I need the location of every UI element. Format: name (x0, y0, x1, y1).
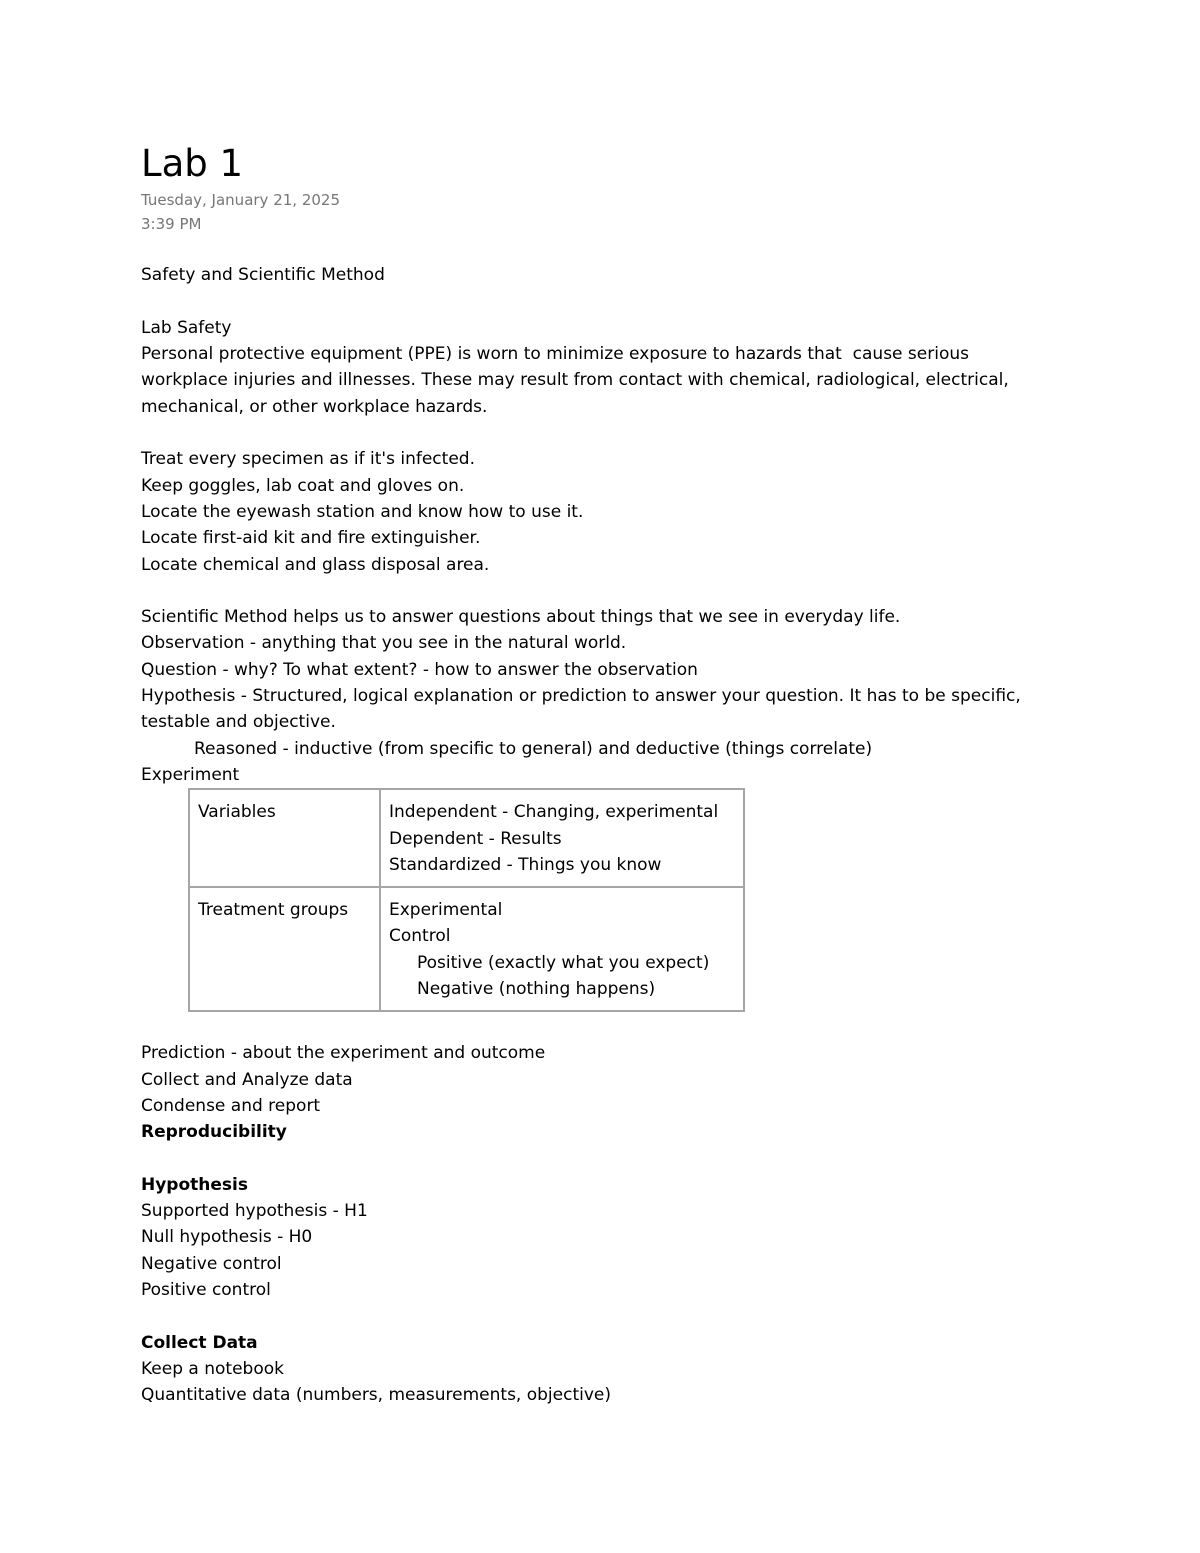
experiment-line: Experiment (141, 764, 240, 785)
cell-line: Experimental (389, 900, 503, 921)
hypothesis-item: Supported hypothesis - H1 (141, 1201, 368, 1222)
table-cell-content (380, 887, 744, 1011)
spacer (141, 420, 1081, 446)
question-line: Question - why? To what extent? - how to answer the observation (141, 659, 698, 680)
note-page (141, 140, 1081, 1408)
table-row (189, 789, 744, 887)
safety-rule: Treat every specimen as if it's infected. (141, 449, 475, 470)
page-title: Lab 1 (141, 142, 244, 185)
table-row (189, 887, 744, 1011)
after-table-line: Collect and Analyze data (141, 1069, 353, 1090)
hypothesis-item: Null hypothesis - H0 (141, 1227, 313, 1248)
reproducibility-heading: Reproducibility (141, 1122, 287, 1143)
spacer (141, 578, 1081, 604)
page-time: 3:39 PM (141, 215, 202, 233)
table-cell-label (189, 789, 380, 887)
observation-line: Observation - anything that you see in the natural world. (141, 633, 627, 654)
ppe-paragraph-line: workplace injuries and illnesses. These may result from contact with chemical, radiological, electrical, (141, 370, 1009, 391)
cell-label-text: Treatment groups (198, 900, 349, 921)
hypothesis-item: Negative control (141, 1253, 282, 1274)
hypothesis-item: Positive control (141, 1279, 271, 1300)
lab-safety-heading: Lab Safety (141, 317, 232, 338)
experiment-table (188, 788, 745, 1012)
hypothesis-heading: Hypothesis (141, 1174, 248, 1195)
safety-rule: Locate chemical and glass disposal area. (141, 554, 490, 575)
hypothesis-line: testable and objective. (141, 712, 336, 733)
spacer (141, 1146, 1081, 1172)
safety-rule: Locate the eyewash station and know how to use it. (141, 501, 584, 522)
table-cell-label (189, 887, 380, 1011)
after-table-line: Condense and report (141, 1095, 321, 1116)
collect-data-item: Keep a notebook (141, 1358, 284, 1379)
table-cell-content (380, 789, 744, 887)
cell-line: Standardized - Things you know (389, 854, 662, 875)
spacer (141, 1012, 1081, 1040)
after-table-line: Prediction - about the experiment and outcome (141, 1043, 546, 1064)
collect-data-heading: Collect Data (141, 1332, 258, 1353)
reasoned-line: Reasoned - inductive (from specific to general) and deductive (things correlate) (194, 738, 873, 759)
cell-sub-line: Positive (exactly what you expect) (417, 952, 710, 973)
subject-line: Safety and Scientific Method (141, 265, 385, 286)
cell-line: Independent - Changing, experimental (389, 802, 719, 823)
ppe-paragraph-line: Personal protective equipment (PPE) is worn to minimize exposure to hazards that cause serious (141, 344, 969, 365)
cell-sub-line: Negative (nothing happens) (417, 979, 656, 1000)
hypothesis-line: Hypothesis - Structured, logical explanation or prediction to answer your question. It has to be specific, (141, 686, 1021, 707)
scientific-method-intro: Scientific Method helps us to answer questions about things that we see in everyday life. (141, 607, 901, 628)
collect-data-item: Quantitative data (numbers, measurements, objective) (141, 1385, 611, 1406)
safety-rule: Keep goggles, lab coat and gloves on. (141, 475, 465, 496)
spacer (141, 1303, 1081, 1329)
spacer (141, 289, 1081, 315)
ppe-paragraph-line: mechanical, or other workplace hazards. (141, 396, 488, 417)
page-date: Tuesday, January 21, 2025 (141, 191, 340, 209)
cell-label-text: Variables (198, 802, 276, 823)
safety-rule: Locate first-aid kit and fire extinguisher. (141, 528, 481, 549)
spacer (141, 236, 1081, 262)
cell-line: Dependent - Results (389, 828, 562, 849)
cell-line: Control (389, 926, 451, 947)
